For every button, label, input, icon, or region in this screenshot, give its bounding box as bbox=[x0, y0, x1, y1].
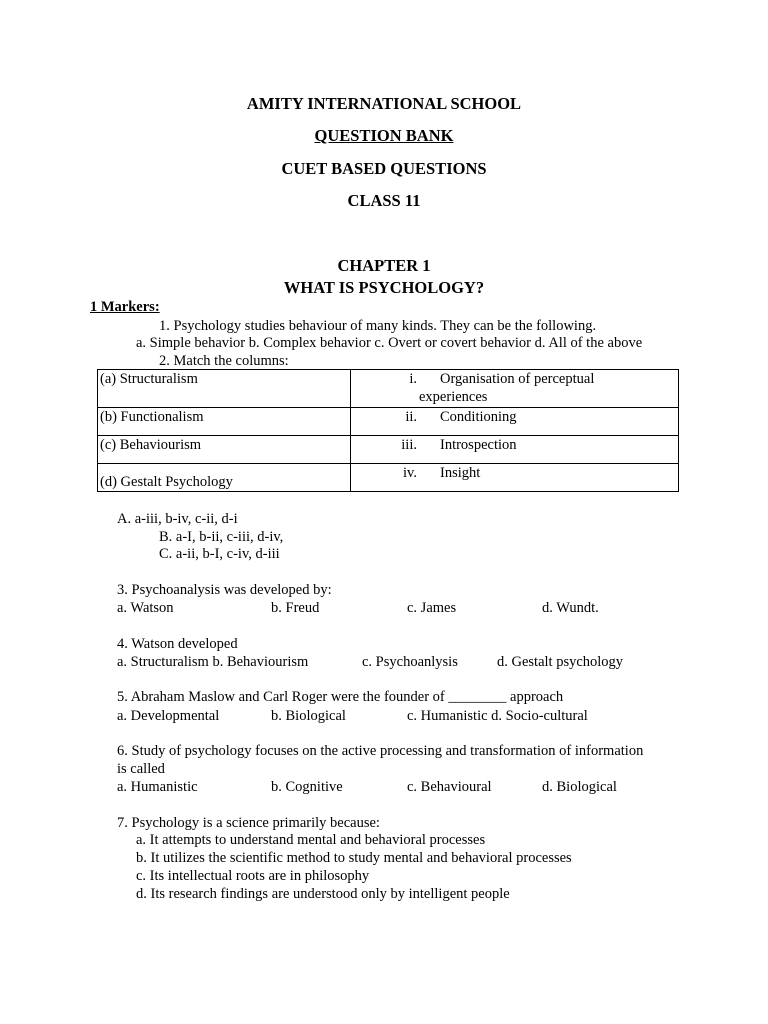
chapter-title: WHAT IS PSYCHOLOGY? bbox=[283, 278, 485, 297]
table-row bbox=[98, 436, 679, 464]
q6-option-b: b. Cognitive bbox=[271, 779, 343, 795]
q1-options: a. Simple behavior b. Complex behavior c. Overt or covert behavior d. All of the above bbox=[136, 335, 643, 351]
table-row bbox=[98, 370, 679, 408]
q1-text: 1. Psychology studies behaviour of many kinds. They can be the following. bbox=[159, 318, 597, 334]
match-num: iii. bbox=[401, 437, 417, 453]
q6-option-d: d. Biological bbox=[542, 779, 617, 795]
q2-text: 2. Match the columns: bbox=[159, 353, 289, 369]
match-num: ii. bbox=[405, 409, 417, 425]
q3-text: 3. Psychoanalysis was developed by: bbox=[117, 582, 332, 598]
match-table bbox=[97, 369, 679, 492]
match-right-text: Conditioning bbox=[440, 409, 517, 425]
q4-text: 4. Watson developed bbox=[117, 636, 238, 652]
q5-option-b: b. Biological bbox=[271, 708, 346, 724]
question-bank-title: QUESTION BANK bbox=[314, 126, 454, 145]
match-right bbox=[351, 464, 679, 492]
q7-option-d: d. Its research findings are understood only by intelligent people bbox=[136, 886, 510, 902]
q7-option-c: c. Its intellectual roots are in philosophy bbox=[136, 868, 370, 884]
table-row bbox=[98, 408, 679, 436]
school-name: AMITY INTERNATIONAL SCHOOL bbox=[246, 94, 522, 113]
q6-text-line1: 6. Study of psychology focuses on the active processing and transformation of information bbox=[117, 743, 644, 759]
match-right-text: Introspection bbox=[440, 437, 517, 453]
match-right-text: Insight bbox=[440, 465, 481, 481]
q7-option-a: a. It attempts to understand mental and behavioral processes bbox=[136, 832, 486, 848]
q7-option-b: b. It utilizes the scientific method to study mental and behavioral processes bbox=[136, 850, 572, 866]
q3-option-d: d. Wundt. bbox=[542, 600, 599, 616]
q4-option-ab: a. Structuralism b. Behaviourism bbox=[117, 654, 309, 670]
match-num: iv. bbox=[403, 465, 417, 481]
match-right bbox=[351, 408, 679, 436]
chapter-number: CHAPTER 1 bbox=[337, 256, 431, 275]
q3-option-c: c. James bbox=[407, 600, 457, 616]
class-heading: CLASS 11 bbox=[347, 191, 421, 210]
q2-option-c: C. a-ii, b-I, c-iv, d-iii bbox=[159, 546, 280, 562]
q4-option-d: d. Gestalt psychology bbox=[497, 654, 624, 670]
q2-option-b: B. a-I, b-ii, c-iii, d-iv, bbox=[159, 529, 284, 545]
q5-option-a: a. Developmental bbox=[117, 708, 220, 724]
q6-text-line2: is called bbox=[117, 761, 165, 777]
cuet-heading: CUET BASED QUESTIONS bbox=[281, 159, 487, 178]
q6-option-c: c. Behavioural bbox=[407, 779, 492, 795]
match-right-text-2: experiences bbox=[419, 389, 488, 405]
q7-text: 7. Psychology is a science primarily because: bbox=[117, 815, 380, 831]
match-left: (b) Functionalism bbox=[98, 408, 351, 436]
match-left: (c) Behaviourism bbox=[98, 436, 351, 464]
q2-option-a: A. a-iii, b-iv, c-ii, d-i bbox=[117, 511, 238, 527]
match-num: i. bbox=[409, 371, 417, 387]
match-right bbox=[351, 436, 679, 464]
table-row bbox=[98, 464, 679, 492]
section-label: 1 Markers: bbox=[90, 299, 160, 315]
q5-option-cd: c. Humanistic d. Socio-cultural bbox=[407, 708, 588, 724]
q3-option-a: a. Watson bbox=[117, 600, 174, 616]
match-left: (d) Gestalt Psychology bbox=[98, 464, 351, 492]
match-right bbox=[351, 370, 679, 408]
q4-option-c: c. Psychoanlysis bbox=[362, 654, 458, 670]
q3-option-b: b. Freud bbox=[271, 600, 320, 616]
q6-option-a: a. Humanistic bbox=[117, 779, 198, 795]
match-right-text: Organisation of perceptual bbox=[440, 371, 595, 387]
q5-text: 5. Abraham Maslow and Carl Roger were the founder of ________ approach bbox=[117, 689, 564, 705]
match-left: (a) Structuralism bbox=[98, 370, 351, 408]
